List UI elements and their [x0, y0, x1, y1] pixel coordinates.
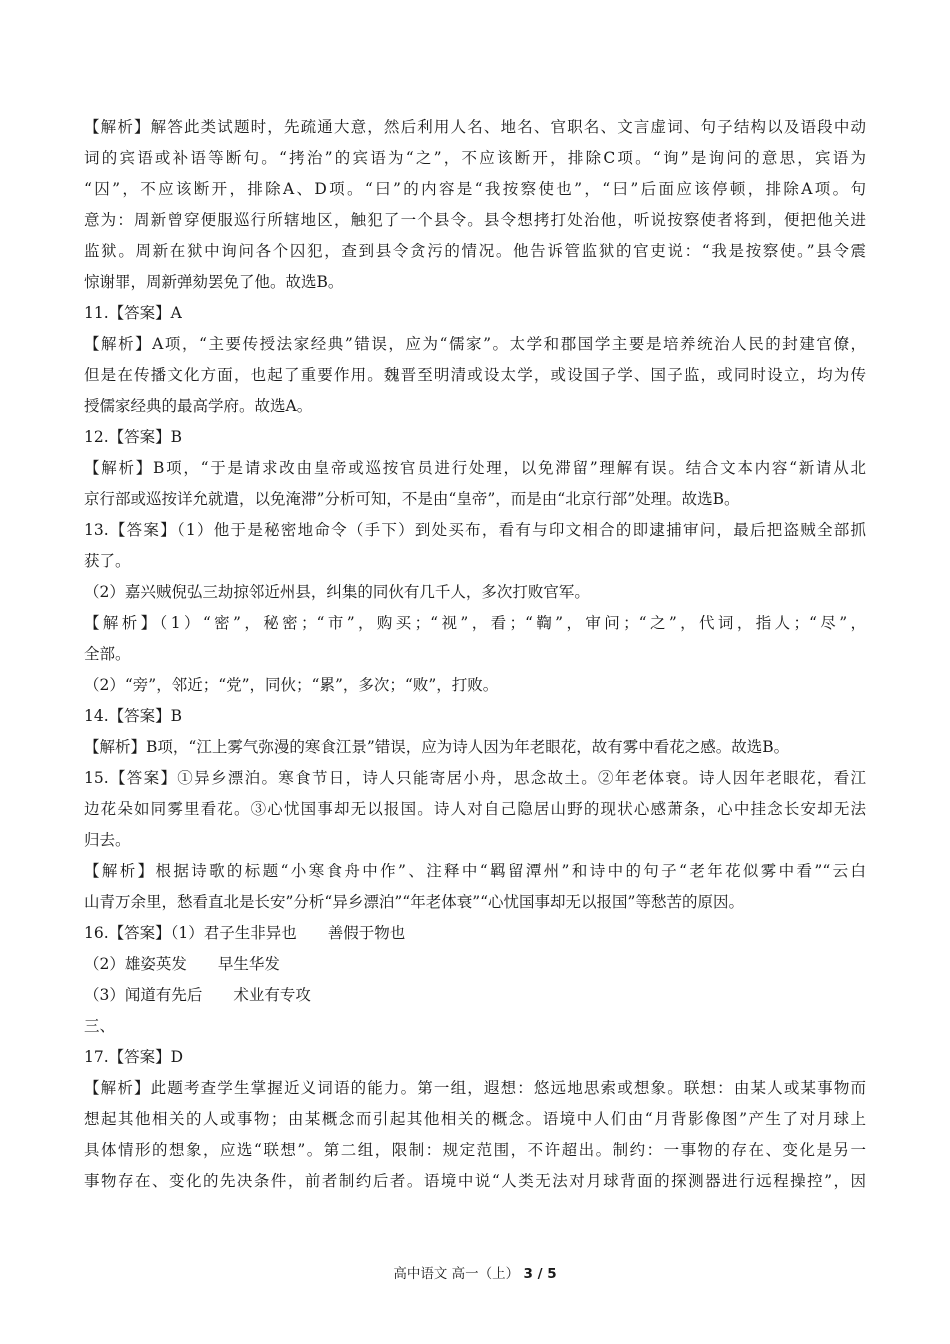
text-line: 【解析】B项，“江上雾气弥漫的寒食江景”错误，应为诗人因为年老眼花，故有雾中看花之感。故选B。 [84, 738, 790, 756]
text-line: （2）雄姿英发 早生华发 [84, 955, 280, 973]
text-line: 边花朵如同雾里看花。③心忧国事却无以报国。诗人对自己隐居山野的现状心感萧条，心中挂念长安却无法 [84, 800, 866, 818]
page-number: 3 / 5 [523, 1266, 557, 1282]
text-line: 14.【答案】B [84, 707, 183, 725]
text-line: 但是在传播文化方面，也起了重要作用。魏晋至明清或设太学，或设国子学、国子监，或同时设立，均为传 [84, 366, 866, 384]
text-line: 事物存在、变化的先决条件，前者制约后者。语境中说“人类无法对月球背面的探测器进行远程操控”，因 [84, 1172, 866, 1190]
text-line: 15.【答案】①异乡漂泊。寒食节日，诗人只能寄居小舟，思念故土。②年老体衰。诗人因年老眼花，看江 [84, 769, 866, 787]
text-line: 全部。 [84, 645, 131, 663]
text-line: 【解析】A项，“主要传授法家经典”错误，应为“儒家”。太学和郡国学主要是培养统治人民的封建官僚， [84, 335, 866, 353]
text-line: 13.【答案】（1）他于是秘密地命令（手下）到处买布，看有与印文相合的即逮捕审问，最后把盗贼全部抓 [84, 521, 866, 539]
text-line: （3）闻道有先后 术业有专攻 [84, 986, 311, 1004]
text-line: 授儒家经典的最高学府。故选A。 [84, 397, 313, 415]
text-line: 12.【答案】B [84, 428, 183, 446]
text-line: 归去。 [84, 831, 131, 849]
text-line: （2）嘉兴贼倪弘三劫掠邻近州县，纠集的同伙有几千人，多次打败官军。 [84, 583, 590, 601]
text-line: （2）“旁”，邻近；“党”，同伙；“累”，多次；“败”，打败。 [84, 676, 499, 694]
text-line: 【解析】解答此类试题时，先疏通大意，然后利用人名、地名、官职名、文言虚词、句子结构以及语段中动 [84, 118, 866, 136]
text-line: 想起其他相关的人或事物；由某概念而引起其他相关的概念。语境中人们由“月背影像图”产生了对月球上 [84, 1110, 866, 1128]
text-line: 11.【答案】A [84, 304, 182, 322]
text-line: 具体情形的想象，应选“联想”。第二组，限制：规定范围，不许超出。制约：一事物的存在、变化是另一 [84, 1141, 866, 1159]
footer-label: 高中语文 高一（上） [393, 1266, 520, 1282]
text-line: 【解析】（1）“密”，秘密；“市”，购买；“视”，看；“鞫”，审问；“之”，代词，指人；“尽”， [84, 614, 866, 632]
text-line: 16.【答案】（1）君子生非异也 善假于物也 [84, 924, 406, 942]
text-line: “囚”，不应该断开，排除A、D项。“曰”的内容是“我按察使也”，“曰”后面应该停顿，排除A项。句 [84, 180, 866, 198]
text-line: 【解析】此题考查学生掌握近义词语的能力。第一组，遐想：悠远地思索或想象。联想：由某人或某事物而 [84, 1079, 866, 1097]
page-footer [0, 1264, 950, 1284]
text-line: 三、 [84, 1017, 116, 1035]
text-line: 词的宾语或补语等断句。“拷治”的宾语为“之”，不应该断开，排除C项。“询”是询问的意思，宾语为 [84, 149, 866, 167]
answer-key-body [84, 112, 866, 1197]
text-line: 获了。 [84, 552, 131, 570]
text-line: 17.【答案】D [84, 1048, 184, 1066]
text-line: 惊谢罪，周新弹劾罢免了他。故选B。 [84, 273, 344, 291]
text-line: 监狱。周新在狱中询问各个囚犯，查到县令贪污的情况。他告诉管监狱的官吏说：“我是按察使。”县令震 [84, 242, 866, 260]
text-line: 【解析】B项，“于是请求改由皇帝或巡按官员进行处理，以免滞留”理解有误。结合文本内容“新请从北 [84, 459, 866, 477]
text-line: 意为：周新曾穿便服巡行所辖地区，触犯了一个县令。县令想拷打处治他，听说按察使者将到，便把他关进 [84, 211, 866, 229]
text-line: 山青万余里，愁看直北是长安”分析“异乡漂泊”“年老体衰”“心忧国事却无以报国”等愁苦的原因。 [84, 893, 744, 911]
text-line: 京行部或巡按详允就遣，以免淹滞”分析可知，不是由“皇帝”，而是由“北京行部”处理。故选B。 [84, 490, 740, 508]
text-line: 【解析】根据诗歌的标题“小寒食舟中作”、注释中“羁留潭州”和诗中的句子“老年花似雾中看”“云白 [84, 862, 866, 880]
